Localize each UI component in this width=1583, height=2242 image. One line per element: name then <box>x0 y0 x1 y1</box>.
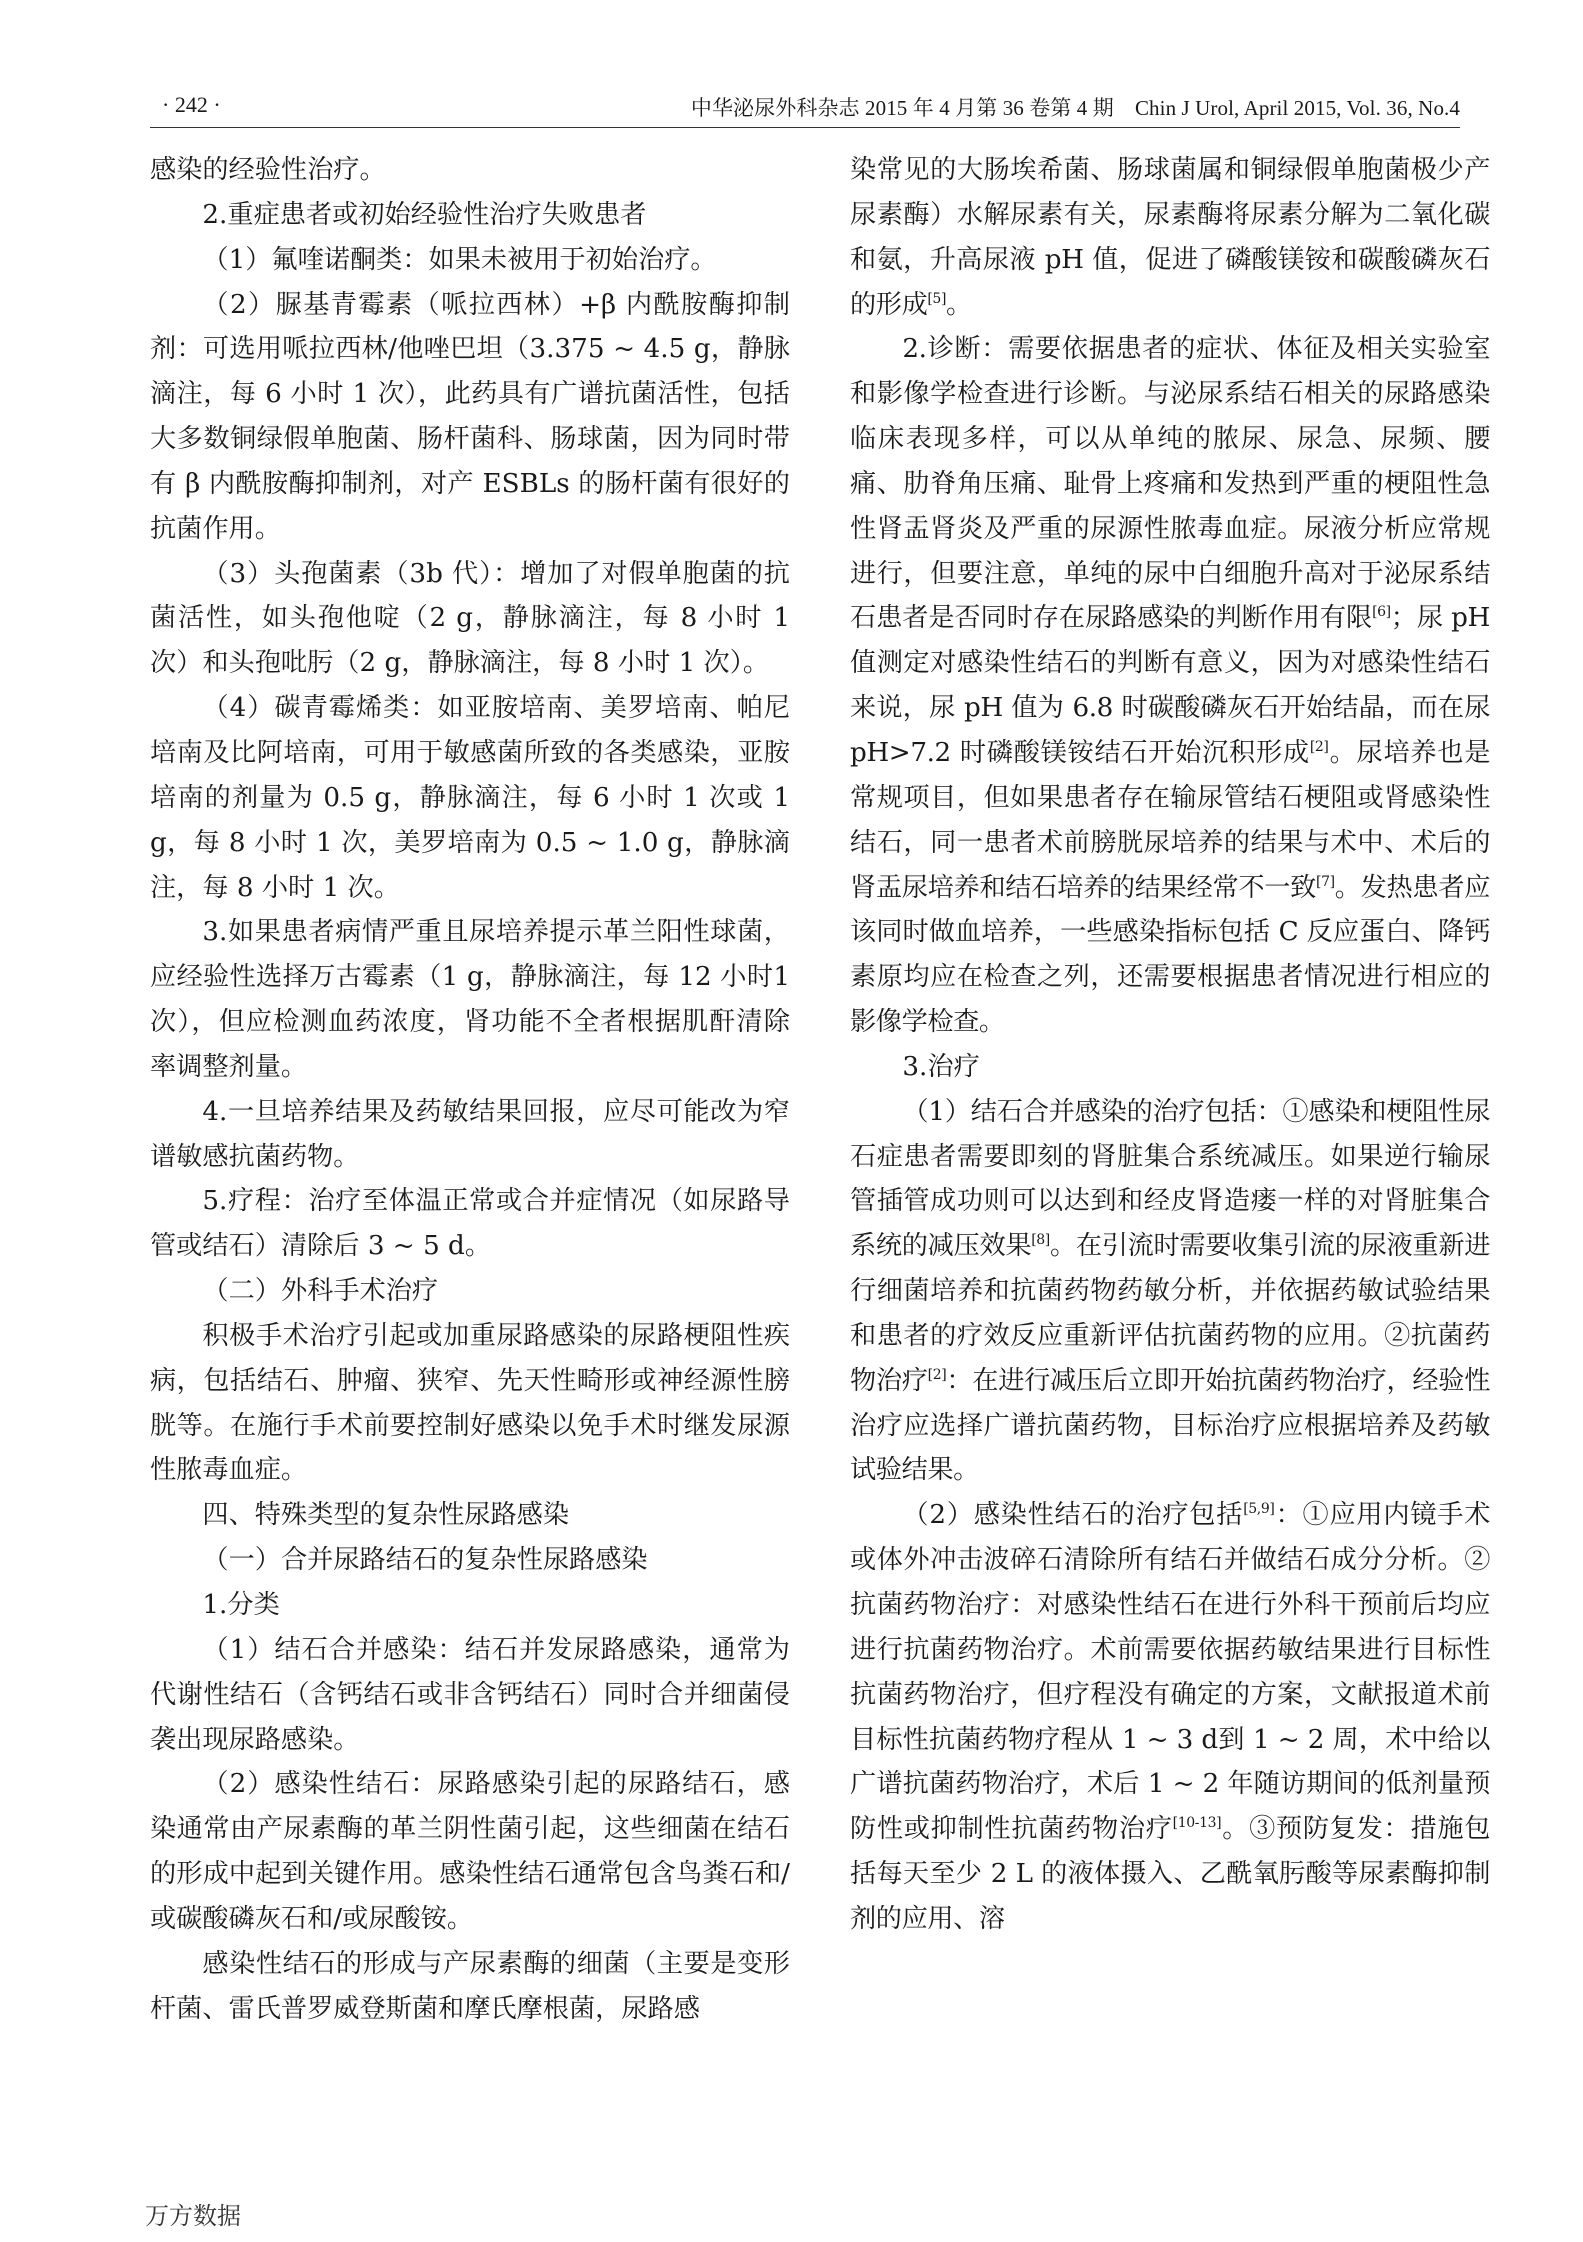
paragraph: （2）感染性结石的治疗包括[5,9]：①应用内镜手术或体外冲击波碎石清除所有结石并做结石成分分析。②抗菌药物治疗：对感染性结石在进行外科干预前后均应进行抗菌药物治疗。术前需要依据药敏结果进行目标性抗菌药物治疗，但疗程没有确定的方案，文献报道术前目标性抗菌药物疗程从 1 ~ 3 d到 1 ~ 2 周，术中给以广谱抗菌药物治疗，术后 1 ~ 2 年随访期间的低剂量预防性或抑制性抗菌药物治疗[10-13]。③预防复发：措施包括每天至少 2 L 的液体摄入、乙酰氧肟酸等尿素酶抑制剂的应用、溶 <box>850 1500 1491 1934</box>
paragraph: （1）氟喹诺酮类：如果未被用于初始治疗。 <box>202 244 717 275</box>
header-rule <box>150 127 1460 128</box>
paragraph: 染常见的大肠埃希菌、肠球菌属和铜绿假单胞菌极少产尿素酶）水解尿素有关，尿素酶将尿素分解为二氧化碳和氨，升高尿液 pH 值，促进了磷酸镁铵和碳酸磷灰石的形成[5]。 <box>850 155 1490 320</box>
paragraph: （1）结石合并感染的治疗包括：①感染和梗阻性尿石症患者需要即刻的肾脏集合系统减压。如果逆行输尿管插管成功则可以达到和经皮肾造瘘一样的对肾脏集合系统的减压效果[8]。在引流时需要收集引流的尿液重新进行细菌培养和抗菌药物药敏分析，并依据药敏试验结果和患者的疗效反应重新评估抗菌药物的应用。②抗菌药物治疗[2]：在进行减压后立即开始抗菌药物治疗，经验性治疗应选择广谱抗菌药物，目标治疗应根据培养及药敏试验结果。 <box>850 1096 1490 1486</box>
paragraph: 5.疗程：治疗至体温正常或合并症情况（如尿路导管或结石）清除后 3 ~ 5 d。 <box>150 1186 790 1262</box>
paragraph: （1）结石合并感染：结石并发尿路感染，通常为代谢性结石（含钙结石或非含钙结石）同时合并细菌侵袭出现尿路感染。 <box>150 1634 790 1755</box>
paragraph: 3.如果患者病情严重且尿培养提示革兰阳性球菌，应经验性选择万古霉素（1 g，静脉滴注，每 12 小时1 次），但应检测血药浓度，肾功能不全者根据肌酐清除率调整剂量。 <box>150 917 790 1082</box>
citation-ref: [8] <box>1031 1232 1050 1249</box>
citation-ref: [10-13] <box>1172 1815 1222 1832</box>
paragraph: 感染性结石的形成与产尿素酶的细菌（主要是变形杆菌、雷氏普罗威登斯菌和摩氏摩根菌，尿路感 <box>150 1948 790 2024</box>
paragraph: 4.一旦培养结果及药敏结果回报，应尽可能改为窄谱敏感抗菌药物。 <box>150 1096 790 1172</box>
paragraph: 2.诊断：需要依据患者的症状、体征及相关实验室和影像学检查进行诊断。与泌尿系结石相关的尿路感染临床表现多样，可以从单纯的脓尿、尿急、尿频、腰痛、肋脊角压痛、耻骨上疼痛和发热到严重的梗阻性急性肾盂肾炎及严重的尿源性脓毒血症。尿液分析应常规进行，但要注意，单纯的尿中白细胞升高对于泌尿系结石患者是否同时存在尿路感染的判断作用有限[6]；尿 pH 值测定对感染性结石的判断有意义，因为对感染性结石来说，尿 pH 值为 6.8 时碳酸磷灰石开始结晶，而在尿 pH>7.2 时磷酸镁铵结石开始沉积形成[2]。尿培养也是常规项目，但如果患者存在输尿管结石梗阻或肾感染性结石，同一患者术前膀胱尿培养的结果与术中、术后的肾盂尿培养和结石培养的结果经常不一致[7]。发热患者应该同时做血培养，一些感染指标包括 C 反应蛋白、降钙素原均应在检查之列，还需要根据患者情况进行相应的影像学检查。 <box>850 334 1490 1038</box>
subheading: 2.重症患者或初始经验性治疗失败患者 <box>202 199 647 230</box>
citation-ref: [5] <box>927 290 947 307</box>
section-heading: 四、特殊类型的复杂性尿路感染 <box>202 1500 570 1531</box>
left-column <box>150 148 790 2031</box>
citation-ref: [5,9] <box>1243 1501 1275 1518</box>
journal-citation: 中华泌尿外科杂志 2015 年 4 月第 36 卷第 4 期 Chin J Urol, April 2015, Vol. 36, No.4 <box>690 96 1460 120</box>
running-header <box>150 88 1460 128</box>
citation-ref: [7] <box>1316 873 1335 890</box>
citation-ref: [6] <box>1372 604 1391 621</box>
subheading: 3.治疗 <box>902 1051 980 1082</box>
paragraph: （3）头孢菌素（3b 代）：增加了对假单胞菌的抗菌活性，如头孢他啶（2 g，静脉滴注，每 8 小时 1 次）和头孢吡肟（2 g，静脉滴注，每 8 小时 1 次）。 <box>150 558 790 679</box>
citation-ref: [2] <box>927 1366 947 1383</box>
page-number: · 242 · <box>162 92 221 117</box>
right-column <box>850 148 1490 1942</box>
paragraph: （2）感染性结石：尿路感染引起的尿路结石，感染通常由产尿素酶的革兰阴性菌引起，这些细菌在结石的形成中起到关键作用。感染性结石通常包含鸟粪石和/或碳酸磷灰石和/或尿酸铵。 <box>150 1769 790 1934</box>
paragraph: （4）碳青霉烯类：如亚胺培南、美罗培南、帕尼培南及比阿培南，可用于敏感菌所致的各类感染，亚胺培南的剂量为 0.5 g，静脉滴注，每 6 小时 1 次或 1 g，每 8 小时 1 次，美罗培南为 0.5 ~ 1.0 g，静脉滴注，每 8 小时 1 次。 <box>150 693 790 903</box>
paragraph: （2）脲基青霉素（哌拉西林）+β 内酰胺酶抑制剂：可选用哌拉西林/他唑巴坦（3.375 ~ 4.5 g，静脉滴注，每 6 小时 1 次），此药具有广谱抗菌活性，包括大多数铜绿假单胞菌、肠杆菌科、肠球菌，因为同时带有 β 内酰胺酶抑制剂，对产 ESBLs 的肠杆菌有很好的抗菌作用。 <box>150 289 790 544</box>
subheading: 1.分类 <box>202 1590 280 1620</box>
watermark: 万方数据 <box>145 2202 241 2230</box>
paragraph: 感染的经验性治疗。 <box>150 155 386 185</box>
paragraph: 积极手术治疗引起或加重尿路感染的尿路梗阻性疾病，包括结石、肿瘤、狭窄、先天性畸形或神经源性膀胱等。在施行手术前要控制好感染以免手术时继发尿源性脓毒血症。 <box>150 1320 790 1486</box>
subheading: （二）外科手术治疗 <box>202 1276 439 1307</box>
citation-ref: [2] <box>1309 738 1329 755</box>
subheading: （一）合并尿路结石的复杂性尿路感染 <box>202 1545 648 1576</box>
